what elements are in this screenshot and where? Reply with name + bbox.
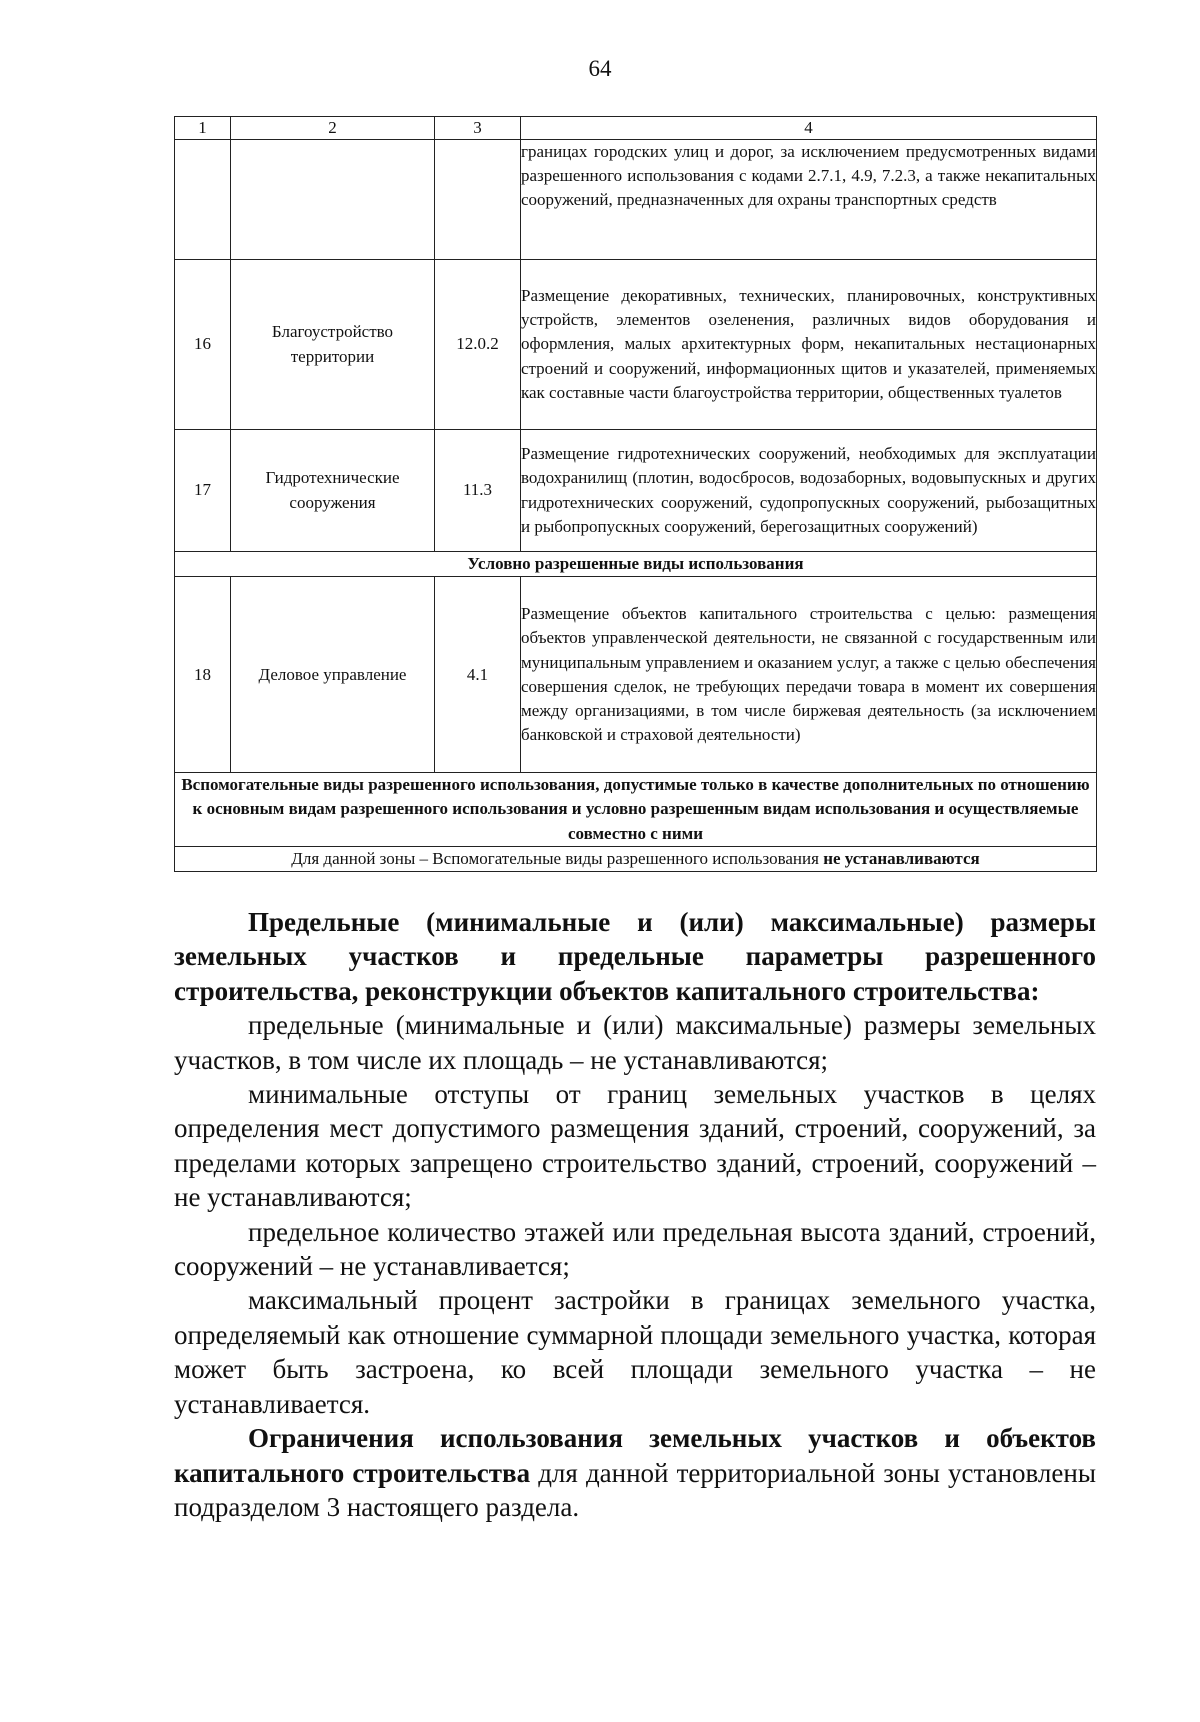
use-code: 12.0.2 — [435, 260, 521, 430]
paragraph-restrictions — [174, 1421, 1096, 1524]
auxiliary-note-text: Для данной зоны – Вспомогательные виды разрешенного использования — [291, 848, 819, 868]
auxiliary-note-emphasis: не устанавливаются — [823, 848, 980, 868]
paragraph-floors: предельное количество этажей или предельная высота зданий, строений, сооружений – не устанавливается; — [174, 1216, 1096, 1282]
permitted-use-table — [174, 116, 1097, 872]
table-header-row — [175, 117, 1097, 140]
restrictions-heading: Ограничения использования земельных участков и объектов капитального строительства — [174, 1423, 1096, 1488]
row-number: 18 — [175, 577, 231, 773]
table-section-row — [175, 552, 1097, 577]
restrictions-text: для данной территориальной зоны установлены подразделом 3 настоящего раздела. — [174, 1457, 1096, 1522]
use-code — [435, 140, 521, 260]
column-header: 3 — [435, 117, 521, 140]
auxiliary-uses-heading: Вспомогательные виды разрешенного использования, допустимые только в качестве дополнительных по отношению к основным видам разрешенного использования и условно разрешенным видам использования и осуществляемые совместно с ними — [175, 773, 1097, 847]
use-name — [231, 140, 435, 260]
zone-parameters-text — [174, 905, 1096, 1524]
paragraph-plot-sizes: предельные (минимальные и (или) максимальные) размеры земельных участков, в том числе их площадь – не устанавливаются; — [174, 1010, 1096, 1075]
conditional-uses-heading: Условно разрешенные виды использования — [175, 552, 1097, 577]
row-number — [175, 140, 231, 260]
use-name: Деловое управление — [231, 577, 435, 773]
use-description: Размещение гидротехнических сооружений, необходимых для эксплуатации водохранилищ (плотин, водосбросов, водозаборных, водовыпускных и других гидротехнических сооружений, судопропускных сооружений, рыбозащитных и рыбопропускных сооружений, берегозащитных сооружений) — [521, 430, 1097, 552]
page-number: 64 — [588, 56, 612, 81]
table-section-row — [175, 846, 1097, 871]
column-header: 1 — [175, 117, 231, 140]
table-row — [175, 140, 1097, 260]
table-row — [175, 260, 1097, 430]
paragraph-coverage: максимальный процент застройки в границах земельного участка, определяемый как отношение суммарной площади земельного участка, которая может быть застроена, ко всей площади земельного участка – не устанавливается. — [174, 1285, 1096, 1419]
row-number: 16 — [175, 260, 231, 430]
use-description: Размещение объектов капитального строительства с целью: размещения объектов управленческой деятельности, не связанной с государственным или муниципальным управлением и оказанием услуг, а также с целью обеспечения совершения сделок, не требующих передачи товара в момент их совершения между организациями, в том числе биржевая деятельность (за исключением банковской и страховой деятельности) — [521, 577, 1097, 773]
table-row — [175, 430, 1097, 552]
use-name: Благоустройство территории — [231, 260, 435, 430]
column-header: 4 — [521, 117, 1097, 140]
use-code: 11.3 — [435, 430, 521, 552]
use-code: 4.1 — [435, 577, 521, 773]
table-row — [175, 577, 1097, 773]
paragraph-setbacks: минимальные отступы от границ земельных участков в целях определения мест допустимого размещения зданий, строений, сооружений, за пределами которых запрещено строительство зданий, строений, сооружений – не устанавливаются; — [174, 1079, 1096, 1213]
parameters-heading: Предельные (минимальные и (или) максимальные) размеры земельных участков и предельные параметры разрешенного строительства, реконструкции объектов капитального строительства: — [174, 907, 1096, 1006]
table-section-row — [175, 773, 1097, 847]
row-number: 17 — [175, 430, 231, 552]
column-header: 2 — [231, 117, 435, 140]
use-description: границах городских улиц и дорог, за исключением предусмотренных видами разрешенного использования с кодами 2.7.1, 4.9, 7.2.3, а также некапитальных сооружений, предназначенных для охраны транспортных средств — [521, 140, 1097, 260]
auxiliary-uses-note — [175, 846, 1097, 871]
use-description: Размещение декоративных, технических, планировочных, конструктивных устройств, элементов озеленения, различных видов оборудования и оформления, малых архитектурных форм, некапитальных нестационарных строений и сооружений, информационных щитов и указателей, применяемых как составные части благоустройства территории, общественных туалетов — [521, 260, 1097, 430]
use-name: Гидротехнические сооружения — [231, 430, 435, 552]
